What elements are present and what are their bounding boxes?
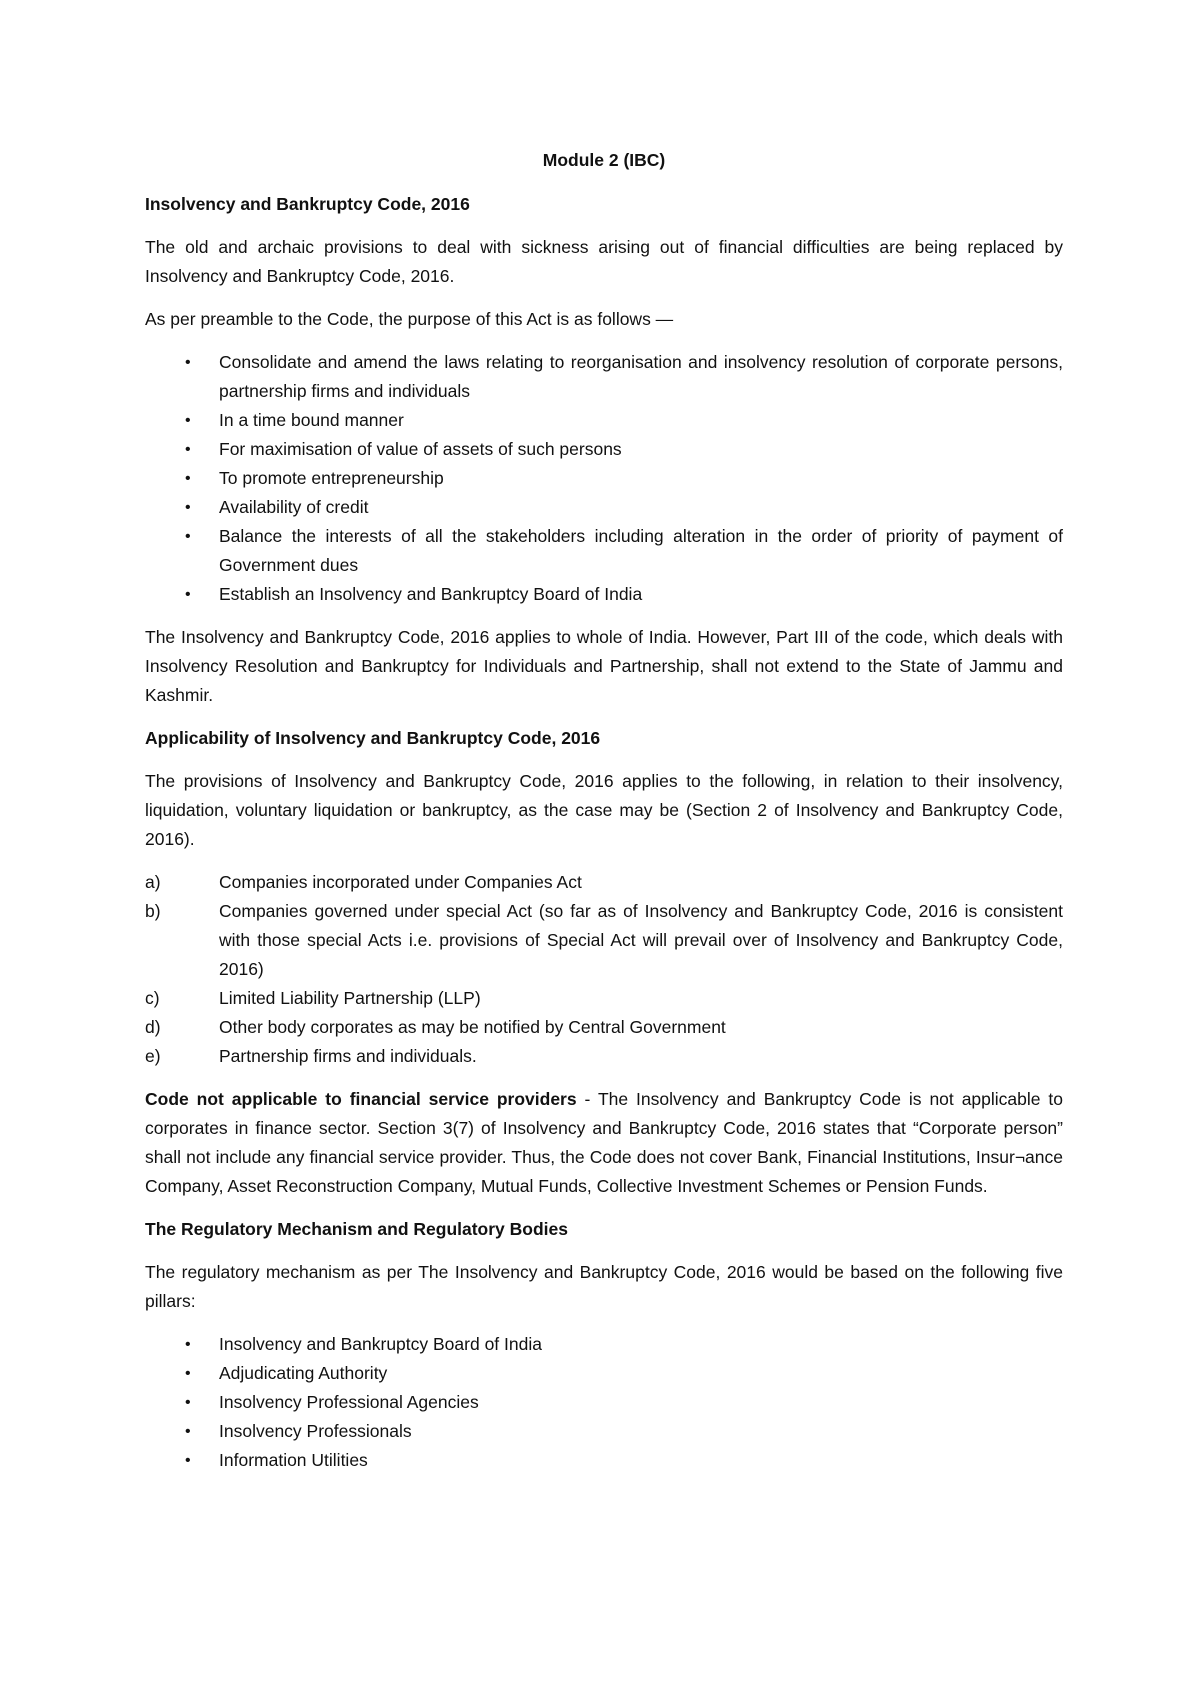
bullet-icon: •	[185, 412, 191, 429]
applicability-list-item-marker: d)	[145, 1017, 161, 1037]
purpose-list-item	[145, 464, 1063, 493]
applicability-list-item	[145, 984, 1063, 1013]
applicability-list-item	[145, 868, 1063, 897]
jurisdiction-paragraph: The Insolvency and Bankruptcy Code, 2016 applies to whole of India. However, Part III of the code, which deals with Insolvency Resolution and Bankruptcy for Individuals and Partnership, shall not extend to the State of Jammu and Kashmir.	[145, 627, 1063, 705]
bullet-icon: •	[185, 1452, 191, 1469]
applicability-list-item	[145, 1042, 1063, 1071]
bullet-icon: •	[185, 1336, 191, 1353]
applicability-list-item	[145, 897, 1063, 984]
applicability-list-item	[145, 1013, 1063, 1042]
regulatory-paragraph: The regulatory mechanism as per The Insolvency and Bankruptcy Code, 2016 would be based on the following five pillars:	[145, 1262, 1063, 1311]
purpose-list-item	[145, 580, 1063, 609]
section-heading-regulatory: The Regulatory Mechanism and Regulatory Bodies	[145, 1219, 568, 1239]
pillar-list-item-text: Adjudicating Authority	[219, 1363, 388, 1383]
purpose-list-item-text: To promote entrepreneurship	[219, 468, 444, 488]
section-heading-applicability: Applicability of Insolvency and Bankruptcy Code, 2016	[145, 728, 601, 748]
purpose-bullet-list	[145, 348, 1063, 609]
purpose-list-item	[145, 435, 1063, 464]
bullet-icon: •	[185, 441, 191, 458]
pillar-list-item	[145, 1330, 1063, 1359]
applicability-list-item-marker: c)	[145, 988, 160, 1008]
bullet-icon: •	[185, 499, 191, 516]
applicability-list-item-text: Limited Liability Partnership (LLP)	[219, 988, 481, 1008]
financial-service-lead: Code not applicable to financial service providers	[145, 1089, 577, 1109]
applicability-paragraph: The provisions of Insolvency and Bankruptcy Code, 2016 applies to the following, in relation to their insolvency, liquidation, voluntary liquidation or bankruptcy, as the case may be (Section 2 of Insolvency and Bankruptcy Code, 2016).	[145, 771, 1063, 849]
purpose-list-item-text: Balance the interests of all the stakeholders including alteration in the order of priority of payment of Government dues	[219, 526, 1063, 575]
purpose-list-item	[145, 348, 1063, 406]
applicability-list-item-marker: b)	[145, 901, 161, 921]
applicability-list-item-marker: e)	[145, 1046, 161, 1066]
purpose-list-item	[145, 522, 1063, 580]
pillar-list-item	[145, 1417, 1063, 1446]
applicability-list-item-text: Partnership firms and individuals.	[219, 1046, 477, 1066]
bullet-icon: •	[185, 1394, 191, 1411]
preamble-paragraph: As per preamble to the Code, the purpose of this Act is as follows —	[145, 309, 674, 329]
applicability-lettered-list	[145, 868, 1063, 1071]
bullet-icon: •	[185, 354, 191, 371]
bullet-icon: •	[185, 470, 191, 487]
bullet-icon: •	[185, 528, 191, 545]
applicability-list-item-text: Companies incorporated under Companies Act	[219, 872, 582, 892]
section-heading-ibc: Insolvency and Bankruptcy Code, 2016	[145, 194, 470, 214]
applicability-list-item-marker: a)	[145, 872, 161, 892]
pillar-list-item-text: Insolvency Professional Agencies	[219, 1392, 479, 1412]
document-title: Module 2 (IBC)	[542, 150, 666, 170]
bullet-icon: •	[185, 586, 191, 603]
purpose-list-item-text: Availability of credit	[219, 497, 369, 517]
purpose-list-item	[145, 406, 1063, 435]
intro-paragraph: The old and archaic provisions to deal with sickness arising out of financial difficulties are being replaced by Insolvency and Bankruptcy Code, 2016.	[145, 237, 1063, 286]
applicability-list-item-text: Other body corporates as may be notified by Central Government	[219, 1017, 726, 1037]
purpose-list-item-text: Establish an Insolvency and Bankruptcy Board of India	[219, 584, 643, 604]
financial-service-body: - The Insolvency and Bankruptcy Code is not applicable to corporates in finance sector. Section 3(7) of Insolvency and Bankruptcy Code, 2016 states that “Corporate person” shall not include any financial service provider. Thus, the Code does not cover Bank, Financial Institutions, Insur¬ance Company, Asset Reconstruction Company, Mutual Funds, Collective Investment Schemes or Pension Funds.	[145, 1089, 1064, 1196]
pillar-list-item-text: Insolvency Professionals	[219, 1421, 412, 1441]
pillar-list-item-text: Insolvency and Bankruptcy Board of India	[219, 1334, 542, 1354]
pillar-list-item	[145, 1359, 1063, 1388]
purpose-list-item-text: Consolidate and amend the laws relating to reorganisation and insolvency resolution of corporate persons, partnership firms and individuals	[219, 352, 1063, 401]
bullet-icon: •	[185, 1423, 191, 1440]
applicability-list-item-text: Companies governed under special Act (so far as of Insolvency and Bankruptcy Code, 2016 is consistent with those special Acts i.e. provisions of Special Act will prevail over of Insolvency and Bankruptcy Code, 2016)	[219, 901, 1063, 979]
financial-service-paragraph	[145, 1085, 1063, 1201]
purpose-list-item	[145, 493, 1063, 522]
document-page	[145, 146, 1063, 1489]
bullet-icon: •	[185, 1365, 191, 1382]
pillar-list-item	[145, 1388, 1063, 1417]
purpose-list-item-text: For maximisation of value of assets of such persons	[219, 439, 622, 459]
pillars-bullet-list	[145, 1330, 1063, 1475]
purpose-list-item-text: In a time bound manner	[219, 410, 404, 430]
pillar-list-item	[145, 1446, 1063, 1475]
pillar-list-item-text: Information Utilities	[219, 1450, 368, 1470]
